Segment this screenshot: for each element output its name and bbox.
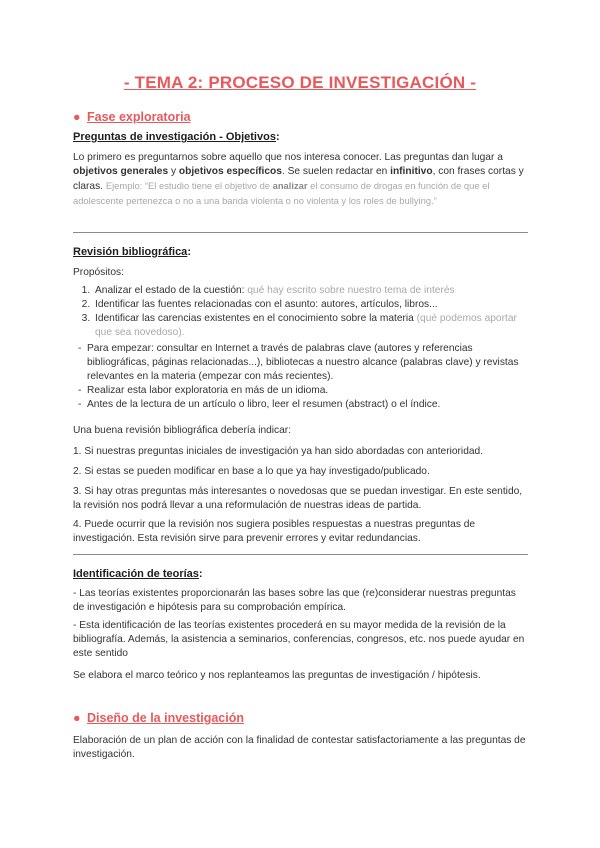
bullet-icon: ● (73, 110, 81, 124)
subheading-teorias: Identificación de teorías: (73, 568, 203, 580)
section-heading-fase-exploratoria (73, 110, 528, 124)
propositos-label: Propósitos: (73, 267, 124, 278)
point-3: 3. Si hay otras preguntas más interesantes o novedosas que se puedan investigar. En este sentido, la revisión nos podrá llevar a una reformulación de nuestras ideas de partida. (73, 486, 523, 511)
list-item: - Realizar esta labor exploratoria en más de un idioma. (78, 385, 329, 396)
indicar-label: Una buena revisión bibliográfica debería indicar: (73, 425, 292, 436)
teorias-paragraph-3: Se elabora el marco teórico y nos replanteamos las preguntas de investigación / hipótesis. (73, 670, 481, 681)
diseno-paragraph: Elaboración de un plan de acción con la finalidad de contestar satisfactoriamente a las preguntas de investigación. (73, 735, 526, 760)
subheading-preguntas: Preguntas de investigación - Objetivos: (73, 131, 280, 143)
page-title: - TEMA 2: PROCESO DE INVESTIGACIÓN - (123, 73, 477, 92)
teorias-paragraph-1: - Las teorías existentes proporcionarán las bases sobre las que (re)considerar nuestras preguntas de investigación e hipótesis para su comprobación empírica. (73, 588, 516, 613)
list-item: - Para empezar: consultar en Internet a través de palabras clave (autores y referencias bibliográficas, páginas relacionadas...), bibliotecas a nuestro alcance (palabras clave) y revistas relevantes en la materia (empezar con más recientes). (78, 343, 519, 382)
point-4: 4. Puede ocurrir que la revisión nos sugiera posibles respuestas a nuestras preguntas de investigación. Esta revisión sirve para prevenir errores y evitar redundancias. (73, 519, 476, 544)
teorias-paragraph-2: - Esta identificación de las teorías existentes procederá en su mayor medida de la revisión de la bibliografía. Además, la asistencia a seminarios, conferencias, congresos, etc. nos puede ayudar en este sentido (73, 620, 525, 659)
paragraph-preguntas: Lo primero es preguntarnos sobre aquello que nos interesa conocer. Las preguntas dan lugar a objetivos generales y objetivos específicos. Se suelen redactar en infinitivo, con frases cortas y claras. Ejemplo: “El estudio tiene el objetivo de analizar el consumo de drogas en función de que el adolescente pertenezca o no a una banda violenta o no violenta y los roles de bullying.” (73, 152, 524, 206)
section-heading-diseno (73, 711, 528, 725)
list-item: 3. Identificar las carencias existentes en el conocimiento sobre la materia (qué podemos aportar que sea novedoso). (93, 312, 528, 340)
list-item: 1. Analizar el estado de la cuestión: qué hay escrito sobre nuestro tema de interés (93, 284, 528, 298)
bullet-icon: ● (73, 711, 81, 725)
section-label: Diseño de la investigación (87, 711, 244, 725)
subheading-revision: Revisión bibliográfica: (73, 246, 191, 258)
point-2: 2. Si estas se pueden modificar en base a lo que ya hay investigado/publicado. (73, 466, 430, 477)
section-label: Fase exploratoria (87, 110, 191, 124)
list-item: - Antes de la lectura de un artículo o libro, leer el resumen (abstract) o el índice. (78, 399, 441, 410)
list-item: 2. Identificar las fuentes relacionadas con el asunto: autores, artículos, libros... (93, 298, 528, 312)
tips-list (73, 342, 528, 412)
divider (73, 232, 528, 233)
point-1: 1. Si nuestras preguntas iniciales de investigación ya han sido abordadas con anterioridad. (73, 446, 484, 457)
propositos-list (73, 284, 528, 340)
divider (73, 554, 528, 555)
example-text: Ejemplo: “El estudio tiene el objetivo de analizar el consumo de drogas en función de que el adolescente pertenezca o no a una banda violenta o no violenta y los roles de bullying.” (73, 180, 490, 206)
